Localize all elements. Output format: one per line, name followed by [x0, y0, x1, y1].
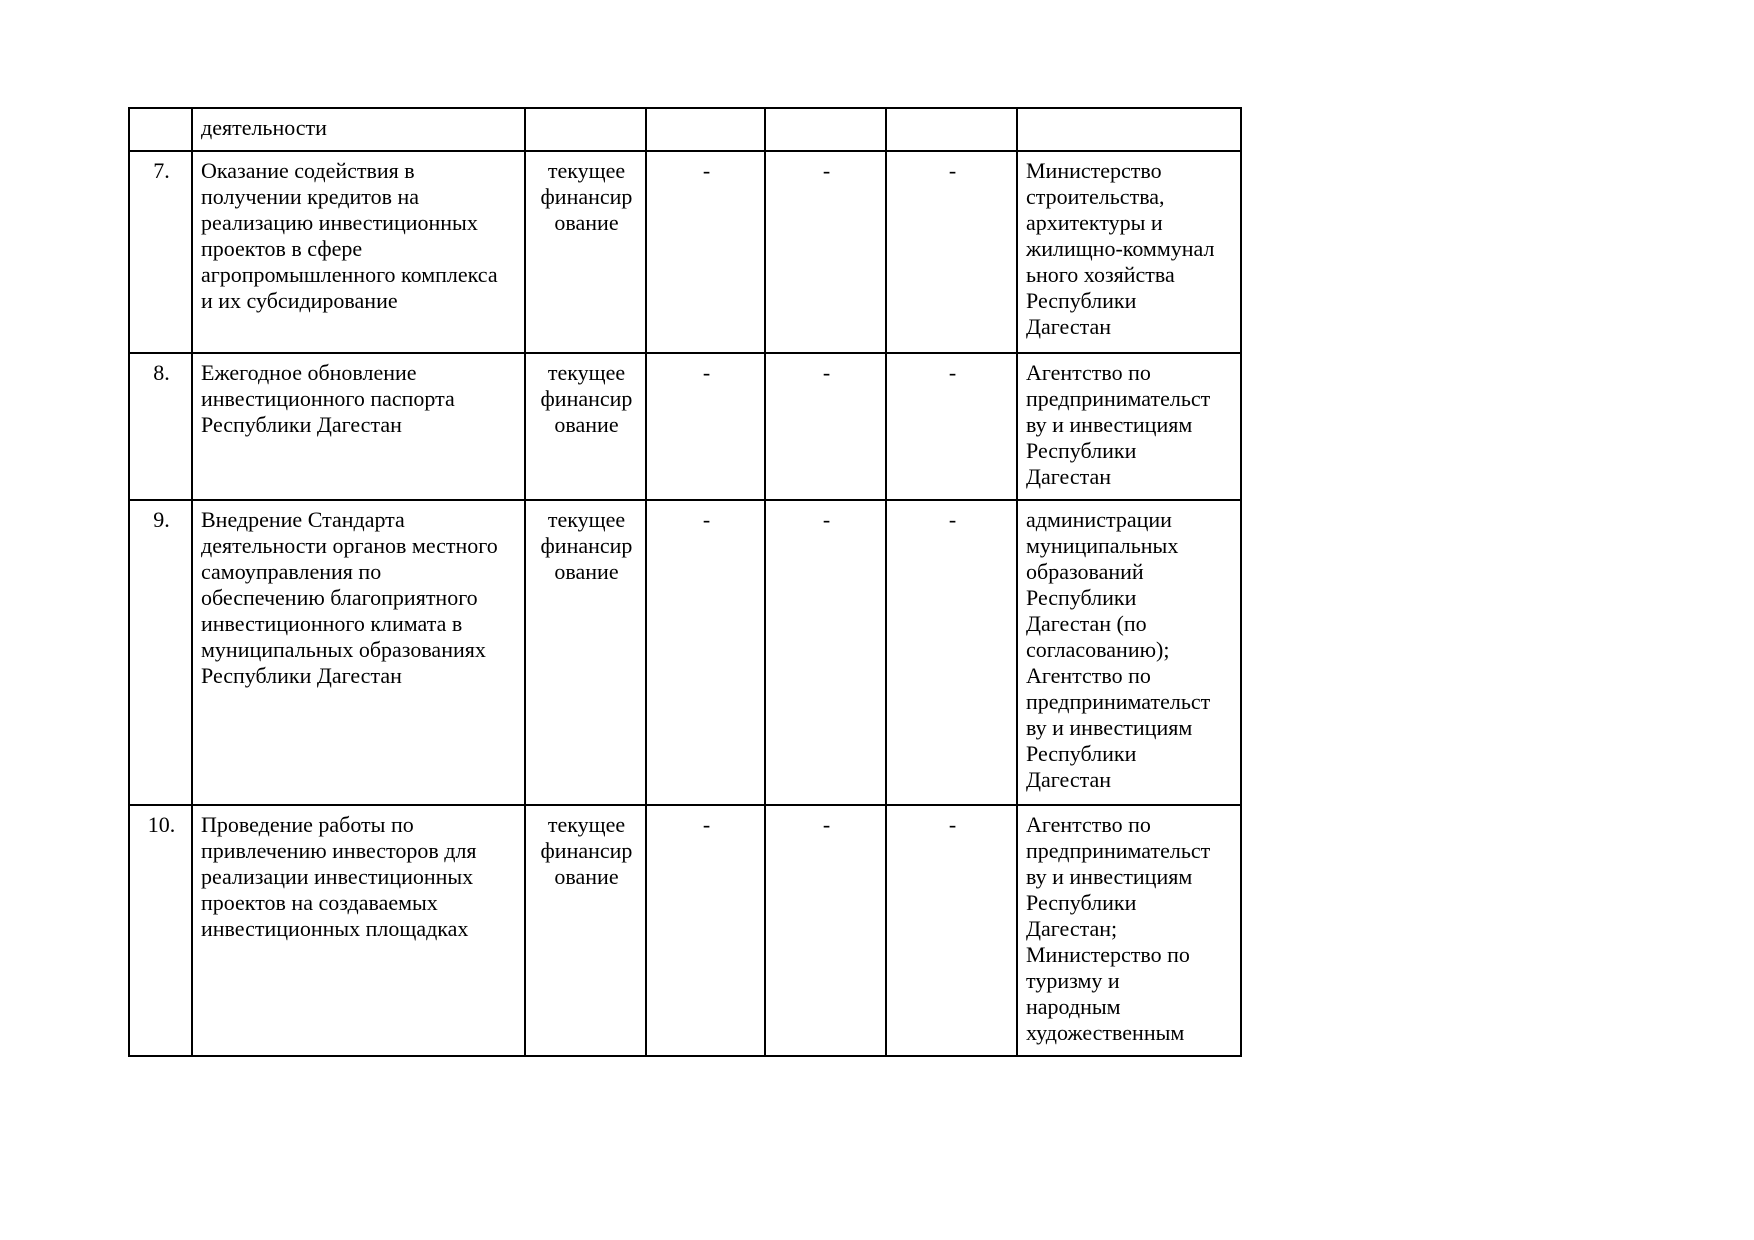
cell-row-number: 7.	[129, 151, 192, 353]
cell-activity: Оказание содействия в получении кредитов на реализацию инвестиционных проектов в сфере агропромышленного комплекса и их субсидирование	[192, 151, 525, 353]
cell-responsible: Министерство строительства, архитектуры и жилищно-коммунал ьного хозяйства Республики Дагестан	[1017, 151, 1241, 353]
cell-activity: Проведение работы по привлечению инвесторов для реализации инвестиционных проектов на создаваемых инвестиционных площадках	[192, 805, 525, 1056]
cell-financing: текущее финансир ование	[525, 151, 646, 353]
cell-value-b: -	[765, 151, 886, 353]
cell-value-c: -	[886, 151, 1017, 353]
cell-responsible: Агентство по предпринимательст ву и инвестициям Республики Дагестан	[1017, 353, 1241, 500]
cell-value-c: -	[886, 500, 1017, 805]
measures-table	[128, 107, 1242, 1057]
cell-value-a: -	[646, 500, 765, 805]
cell-responsible: Агентство по предпринимательст ву и инвестициям Республики Дагестан; Министерство по туризму и народным художественным	[1017, 805, 1241, 1056]
table-row	[129, 805, 1241, 1056]
cell-value-b	[765, 108, 886, 151]
cell-financing: текущее финансир ование	[525, 500, 646, 805]
cell-value-a: -	[646, 805, 765, 1056]
cell-activity: деятельности	[192, 108, 525, 151]
cell-responsible	[1017, 108, 1241, 151]
cell-value-c: -	[886, 353, 1017, 500]
cell-value-b: -	[765, 500, 886, 805]
cell-value-b: -	[765, 805, 886, 1056]
cell-activity: Внедрение Стандарта деятельности органов местного самоуправления по обеспечению благоприятного инвестиционного климата в муниципальных образованиях Республики Дагестан	[192, 500, 525, 805]
cell-responsible: администрации муниципальных образований Республики Дагестан (по согласованию); Агентство по предпринимательст ву и инвестициям Республики Дагестан	[1017, 500, 1241, 805]
cell-value-b: -	[765, 353, 886, 500]
cell-value-a: -	[646, 151, 765, 353]
cell-row-number: 9.	[129, 500, 192, 805]
cell-activity: Ежегодное обновление инвестиционного паспорта Республики Дагестан	[192, 353, 525, 500]
cell-value-c: -	[886, 805, 1017, 1056]
cell-row-number: 8.	[129, 353, 192, 500]
cell-row-number: 10.	[129, 805, 192, 1056]
cell-value-c	[886, 108, 1017, 151]
cell-row-number	[129, 108, 192, 151]
cell-financing: текущее финансир ование	[525, 805, 646, 1056]
table-row	[129, 151, 1241, 353]
cell-financing: текущее финансир ование	[525, 353, 646, 500]
table-row-continuation	[129, 108, 1241, 151]
cell-value-a	[646, 108, 765, 151]
cell-financing	[525, 108, 646, 151]
cell-value-a: -	[646, 353, 765, 500]
table-row	[129, 500, 1241, 805]
table-row	[129, 353, 1241, 500]
